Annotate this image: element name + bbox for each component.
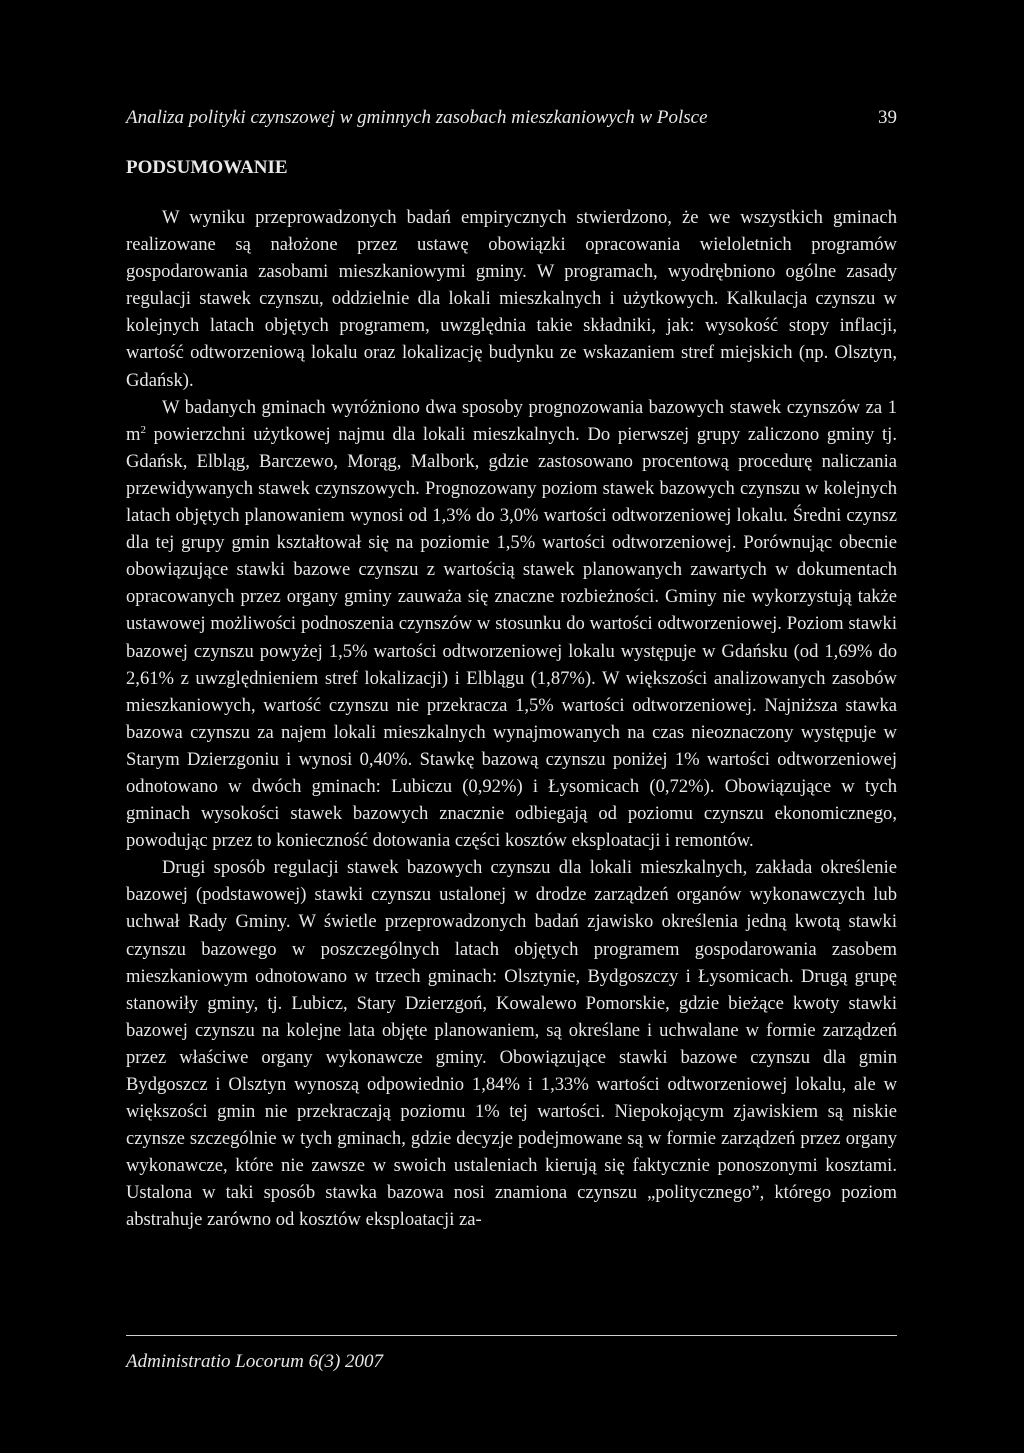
- footer-divider: [126, 1335, 897, 1336]
- paragraph-2: [126, 394, 897, 855]
- footer-journal: Administratio Locorum 6(3) 2007: [126, 1351, 384, 1372]
- section-title: PODSUMOWANIE: [126, 157, 288, 178]
- running-title: Analiza polityki czynszowej w gminnych zasobach mieszkaniowych w Polsce: [126, 107, 708, 128]
- body-text: [126, 204, 897, 1234]
- paragraph-2-start: W badanych gminach wyróżniono dwa sposoby prognozowania bazowych stawek czynszów za 1 m: [126, 396, 897, 445]
- superscript-2: 2: [140, 423, 146, 436]
- running-header: [126, 104, 897, 132]
- paragraph-2-rest: powierzchni użytkowej najmu dla lokali mieszkalnych. Do pierwszej grupy zaliczono gminy tj. Gdańsk, Elbląg, Barczewo, Morąg, Malbork, gdzie zastosowano procentową procedurę naliczania przewidywanych stawek czynszowych. Prognozowany poziom stawek bazowych czynszu w kolejnych latach objętych planowaniem wynosi od 1,3% do 3,0% wartości odtworzeniowej lokalu. Średni czynsz dla tej grupy gmin kształtował się na poziomie 1,5% wartości odtworzeniowej. Porównując obecnie obowiązujące stawki bazowe czynszu z wartością stawek planowanych zawartych w dokumentach opracowanych przez organy gminy zauważa się znaczne rozbieżności. Gminy nie wykorzystują także ustawowej możliwości podnoszenia czynszów w stosunku do wartości odtworzeniowej. Poziom stawki bazowej czynszu powyżej 1,5% wartości odtworzeniowej lokalu występuje w Gdańsku (od 1,69% do 2,61% z uwzględnieniem stref lokalizacji) i Elblągu (1,87%). W większości analizowanych zasobów mieszkaniowych, wartość czynszu nie przekracza 1,5% wartości odtworzeniowej. Najniższa stawka bazowa czynszu za najem lokali mieszkalnych wynajmowanych na czas nieoznaczony występuje w Starym Dzierzgoniu i wynosi 0,40%. Stawkę bazową czynszu poniżej 1% wartości odtworzeniowej odnotowano w dwóch gminach: Lubiczu (0,92%) i Łysomicach (0,72%). Obowiązujące w tych gminach wysokości stawek bazowych znacznie odbiegają od poziomu czynszu ekonomicznego, powodując przez to konieczność dotowania części kosztów eksploatacji i remontów.: [126, 423, 897, 852]
- page-number: 39: [878, 107, 897, 128]
- paragraph-3: Drugi sposób regulacji stawek bazowych czynszu dla lokali mieszkalnych, zakłada określenie bazowej (podstawowej) stawki czynszu ustalonej w drodze zarządzeń organów wykonawczych lub uchwał Rady Gminy. W świetle przeprowadzonych badań zjawisko określenia jedną kwotą stawki czynszu bazowego w poszczególnych latach objętych programem gospodarowania zasobem mieszkaniowym odnotowano w trzech gminach: Olsztynie, Bydgoszczy i Łysomicach. Drugą grupę stanowiły gminy, tj. Lubicz, Stary Dzierzgoń, Kowalewo Pomorskie, gdzie bieżące kwoty stawki bazowej czynszu na kolejne lata objęte planowaniem, są określane i uchwalane w formie zarządzeń przez właściwe organy wykonawcze gminy. Obowiązujące stawki bazowe czynszu dla gmin Bydgoszcz i Olsztyn wynoszą odpowiednio 1,84% i 1,33% wartości odtworzeniowej lokalu, ale w większości gmin nie przekraczają poziomu 1% tej wartości. Niepokojącym zjawiskiem są niskie czynsze szczególnie w tych gminach, gdzie decyzje podejmowane są w formie zarządzeń przez organy wykonawcze, które nie zawsze w swoich ustaleniach kierują się faktycznie ponoszonymi kosztami. Ustalona w taki sposób stawka bazowa nosi znamiona czynszu „politycznego”, którego poziom abstrahuje zarówno od kosztów eksploatacji za-: [126, 857, 897, 1231]
- paragraph-1: W wyniku przeprowadzonych badań empirycznych stwierdzono, że we wszystkich gminach realizowane są nałożone przez ustawę obowiązki opracowania wieloletnich programów gospodarowania zasobami mieszkaniowymi gminy. W programach, wyodrębniono ogólne zasady regulacji stawek czynszu, oddzielnie dla lokali mieszkalnych i użytkowych. Kalkulacja czynszu w kolejnych latach objętych programem, uwzględnia takie składniki, jak: wysokość stopy inflacji, wartość odtworzeniową lokalu oraz lokalizację budynku ze wskazaniem stref miejskich (np. Olsztyn, Gdańsk).: [126, 207, 897, 391]
